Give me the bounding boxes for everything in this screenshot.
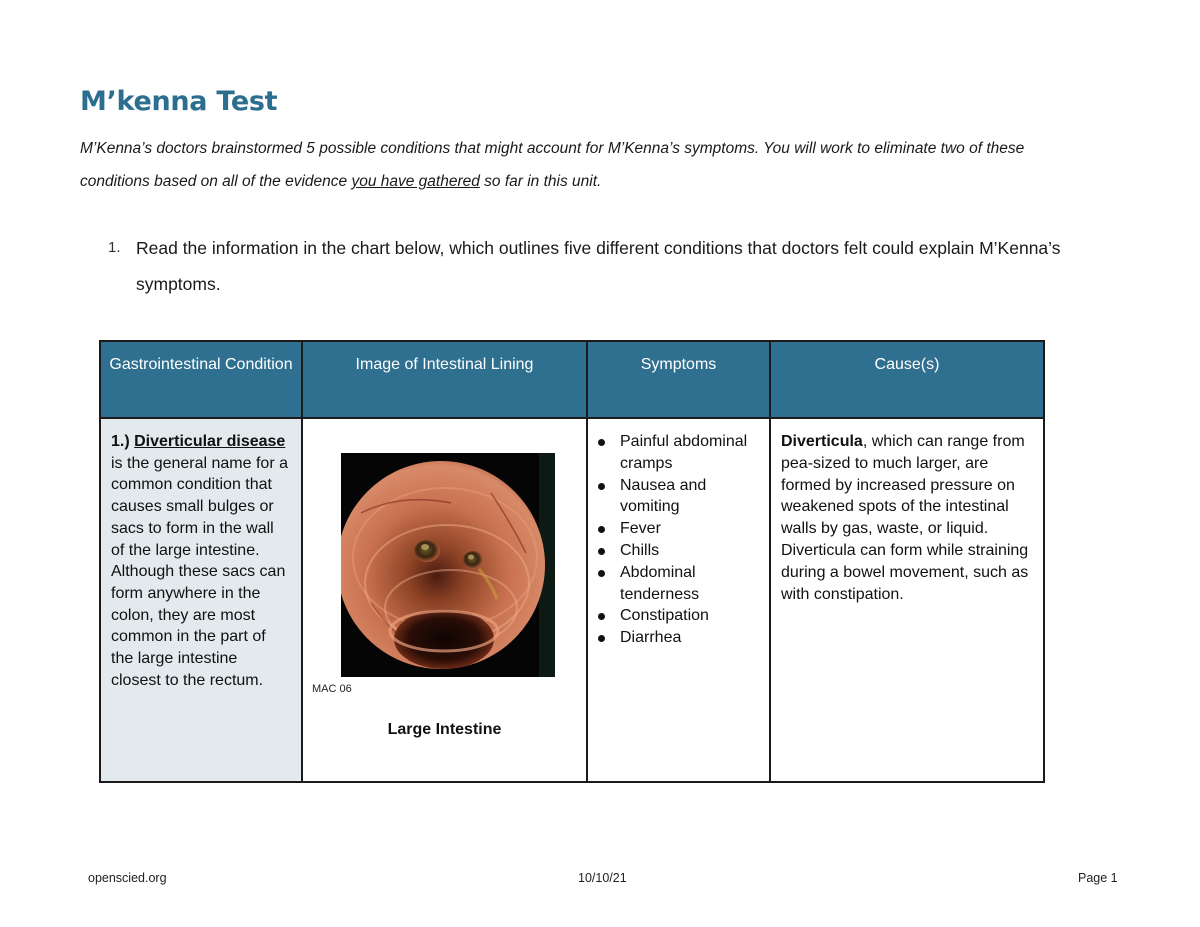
symptoms-cell (587, 418, 770, 782)
conditions-table (99, 340, 1045, 783)
cause-description: , which can range from pea-sized to much larger, are formed by increased pressure on weakened spots of the intestinal walls by gas, waste, or liquid. Diverticula can form while straining during a bowel movement, such as with constipation. (781, 433, 1029, 603)
image-label: MAC 06 (312, 683, 352, 695)
header-image: Image of Intestinal Lining (302, 341, 587, 418)
condition-description: is the general name for a common condition that causes small bulges or sacs to form in the wall of the large intestine. Although these sacs can form anywhere in the colon, they are most common in the part of the large intestine closest to the rectum. (111, 454, 288, 689)
symptoms-list (594, 431, 765, 649)
list-item: Chills (620, 540, 765, 562)
list-item: Constipation (620, 605, 765, 627)
list-item: Abdominal tenderness (620, 562, 765, 606)
header-condition: Gastrointestinal Condition (100, 341, 302, 418)
page-title: M’kenna Test (80, 86, 278, 117)
condition-cell (100, 418, 302, 782)
image-cell (302, 418, 587, 782)
intro-text-end: so far in this unit. (479, 173, 602, 190)
cause-term: Diverticula (781, 433, 863, 450)
condition-number: 1.) (111, 433, 130, 450)
header-causes: Cause(s) (770, 341, 1044, 418)
question-number: 1. (108, 239, 121, 256)
question-1 (108, 230, 1068, 302)
footer-date: 10/10/21 (578, 871, 627, 885)
footer-website: openscied.org (88, 871, 167, 885)
image-caption: Large Intestine (387, 721, 502, 738)
intestine-endoscopy-image (341, 453, 555, 677)
footer-page-number: Page 1 (1078, 871, 1118, 885)
list-item: Fever (620, 518, 765, 540)
colon-image-icon (341, 453, 555, 677)
table-header-row (100, 341, 1044, 418)
cause-cell (770, 418, 1044, 782)
list-item: Diarrhea (620, 627, 765, 649)
table-row (100, 418, 1044, 782)
condition-name: Diverticular disease (134, 433, 286, 450)
intro-paragraph (80, 132, 1090, 198)
header-symptoms: Symptoms (587, 341, 770, 418)
intro-text-start: M’Kenna’s doctors brainstormed 5 possible conditions that might account for M’Kenna’s symptoms. You will work to eliminate two of these conditions based on all of the evidence (80, 140, 1025, 190)
list-item: Nausea and vomiting (620, 475, 765, 519)
question-text: Read the information in the chart below, which outlines five different conditions that doctors felt could explain M’Kenna’s symptoms. (136, 238, 1061, 294)
list-item: Painful abdominal cramps (620, 431, 765, 475)
intro-underlined-phrase: you have gathered (351, 173, 480, 190)
